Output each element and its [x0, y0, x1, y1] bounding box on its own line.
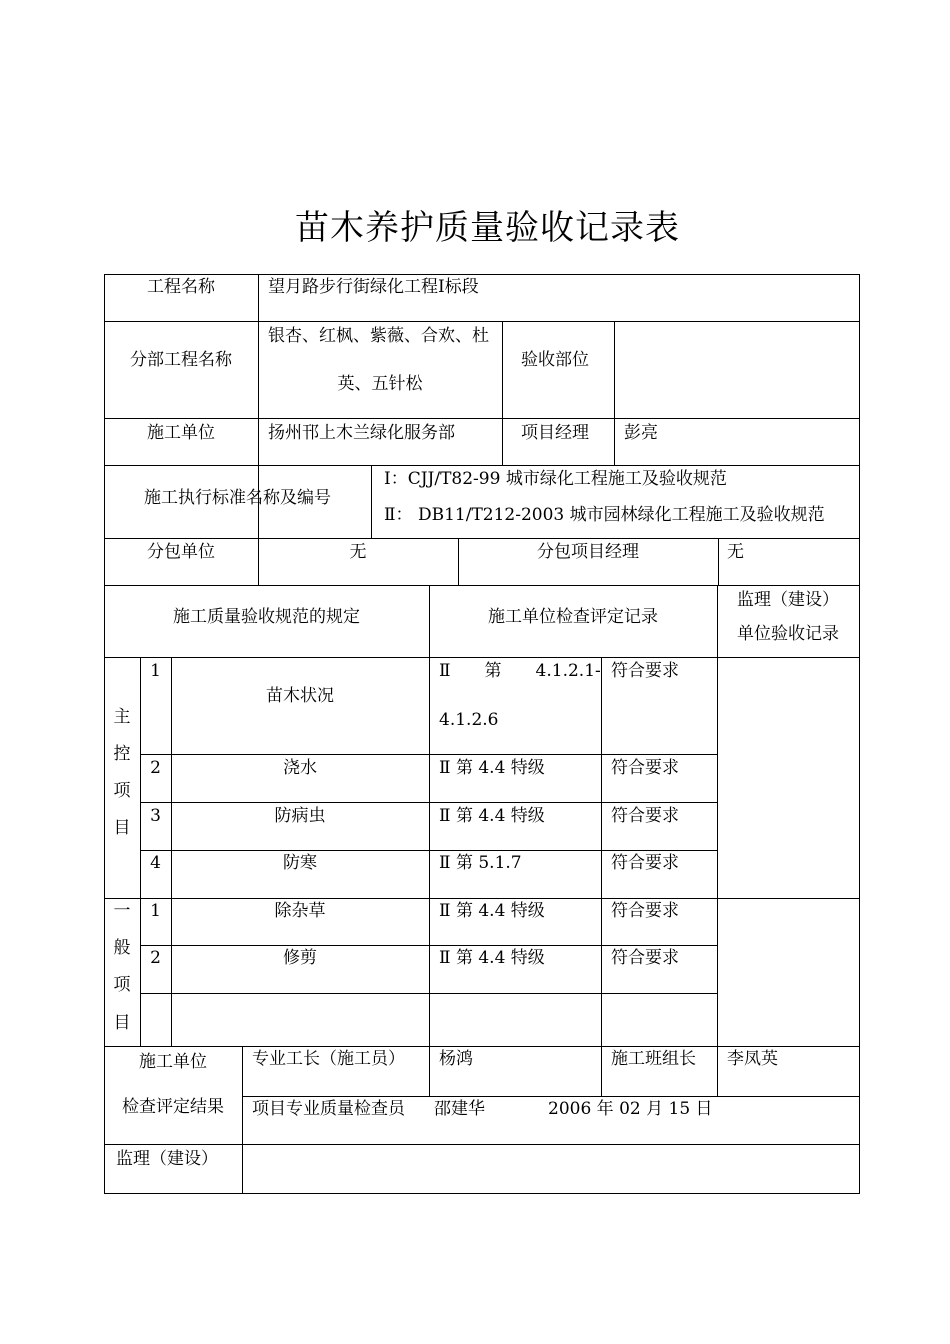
table-border-right — [859, 274, 860, 1194]
row-number: 1 — [150, 661, 161, 681]
general-group-char: 一 — [113, 901, 131, 921]
subcontract-label: 分包单位 — [147, 542, 215, 562]
row-number: 2 — [150, 758, 161, 778]
subcontract-pm-label: 分包项目经理 — [537, 542, 639, 562]
foreman-value: 杨鸿 — [439, 1049, 473, 1069]
sub-project-label: 分部工程名称 — [130, 350, 232, 370]
project-name-label: 工程名称 — [147, 277, 215, 297]
record-column-header: 施工单位检查评定记录 — [488, 607, 658, 627]
supervision-column-header-line1: 监理（建设） — [737, 590, 839, 610]
col-divider — [718, 538, 719, 585]
contractor-value: 扬州邗上木兰绿化服务部 — [268, 423, 455, 443]
spec-reference-line2: 4.1.2.6 — [439, 710, 499, 730]
row-divider — [104, 657, 860, 658]
col-divider — [601, 1046, 602, 1096]
col-divider — [258, 274, 259, 585]
row-divider — [104, 898, 860, 899]
sub-project-value-line1: 银杏、红枫、紫薇、合欢、杜 — [268, 326, 489, 346]
spec-reference: Ⅱ 第 4.4 特级 — [439, 806, 545, 826]
col-divider — [601, 657, 602, 1046]
check-result: 符合要求 — [611, 901, 679, 921]
row-number: 2 — [150, 948, 161, 968]
row-divider — [242, 1096, 860, 1097]
general-group-char: 项 — [113, 975, 131, 995]
col-divider — [371, 465, 372, 538]
result-label-line1: 施工单位 — [139, 1052, 207, 1072]
item-name: 苗木状况 — [266, 686, 334, 706]
inspector-value: 邵建华 — [434, 1099, 485, 1119]
table-border-top — [104, 274, 860, 275]
col-divider — [429, 585, 430, 1046]
supervision-column-header-line2: 单位验收记录 — [737, 624, 839, 644]
check-result: 符合要求 — [611, 758, 679, 778]
subcontract-value: 无 — [349, 542, 367, 562]
subcontract-pm-value: 无 — [727, 542, 744, 562]
main-control-group-char: 目 — [113, 818, 131, 838]
row-number: 4 — [150, 853, 161, 873]
col-divider — [502, 321, 503, 465]
row-divider — [104, 1046, 860, 1047]
item-name: 防病虫 — [274, 806, 326, 826]
standard-line1: Ⅰ：CJJ/T82-99 城市绿化工程施工及验收规范 — [384, 469, 727, 489]
check-result: 符合要求 — [611, 948, 679, 968]
row-divider — [104, 585, 860, 586]
spec-reference: Ⅱ 第 4.4 特级 — [439, 758, 545, 778]
page-title: 苗木养护质量验收记录表 — [295, 208, 680, 248]
main-control-group-char: 控 — [113, 744, 131, 764]
item-name: 防寒 — [283, 853, 317, 873]
sub-project-value-line2: 英、五针松 — [337, 374, 423, 394]
item-name: 除杂草 — [274, 901, 326, 921]
col-divider — [140, 657, 141, 1046]
spec-reference: Ⅱ 第 4.4 特级 — [439, 948, 545, 968]
spec-reference: Ⅱ 第 5.1.7 — [439, 853, 522, 873]
general-group-char: 目 — [113, 1013, 131, 1033]
col-divider — [171, 657, 172, 1046]
main-control-group-char: 项 — [113, 781, 131, 801]
col-divider — [717, 585, 718, 1046]
item-name: 修剪 — [283, 948, 317, 968]
inspector-label: 项目专业质量检查员 — [252, 1099, 405, 1119]
col-divider — [717, 1046, 718, 1096]
spec-reference: Ⅱ 第 4.4 特级 — [439, 901, 545, 921]
team-leader-value: 李凤英 — [727, 1049, 778, 1069]
row-divider — [104, 538, 860, 539]
spec-column-header: 施工质量验收规范的规定 — [173, 607, 360, 627]
item-name: 浇水 — [283, 758, 317, 778]
foreman-label: 专业工长（施工员） — [252, 1049, 405, 1069]
col-divider — [429, 1046, 430, 1096]
row-divider — [104, 418, 860, 419]
col-divider — [614, 321, 615, 465]
inspection-date: 2006 年 02 月 15 日 — [548, 1099, 713, 1119]
row-number: 3 — [150, 806, 161, 826]
supervision-label: 监理（建设） — [116, 1149, 218, 1169]
project-name-value: 望月路步行街绿化工程Ⅰ标段 — [268, 277, 479, 297]
general-group-char: 般 — [113, 938, 131, 958]
check-result: 符合要求 — [611, 661, 679, 681]
main-control-group-char: 主 — [113, 707, 131, 727]
check-result: 符合要求 — [611, 853, 679, 873]
accept-part-label: 验收部位 — [521, 350, 589, 370]
row-number: 1 — [150, 901, 161, 921]
row-divider — [104, 465, 860, 466]
project-manager-value: 彭亮 — [624, 423, 658, 443]
check-result: 符合要求 — [611, 806, 679, 826]
project-manager-label: 项目经理 — [521, 423, 589, 443]
contractor-label: 施工单位 — [147, 423, 215, 443]
table-border-bottom — [104, 1193, 860, 1194]
standard-label: 施工执行标准名称及编号 — [144, 488, 331, 508]
result-label-line2: 检查评定结果 — [122, 1097, 224, 1117]
team-leader-label: 施工班组长 — [611, 1049, 696, 1069]
row-divider — [104, 321, 860, 322]
spec-reference-line1: Ⅱ 第 4.1.2.1- — [439, 661, 601, 681]
row-divider — [104, 1144, 860, 1145]
standard-line2: Ⅱ： DB11/T212-2003 城市园林绿化工程施工及验收规范 — [384, 505, 825, 525]
col-divider — [242, 1046, 243, 1194]
